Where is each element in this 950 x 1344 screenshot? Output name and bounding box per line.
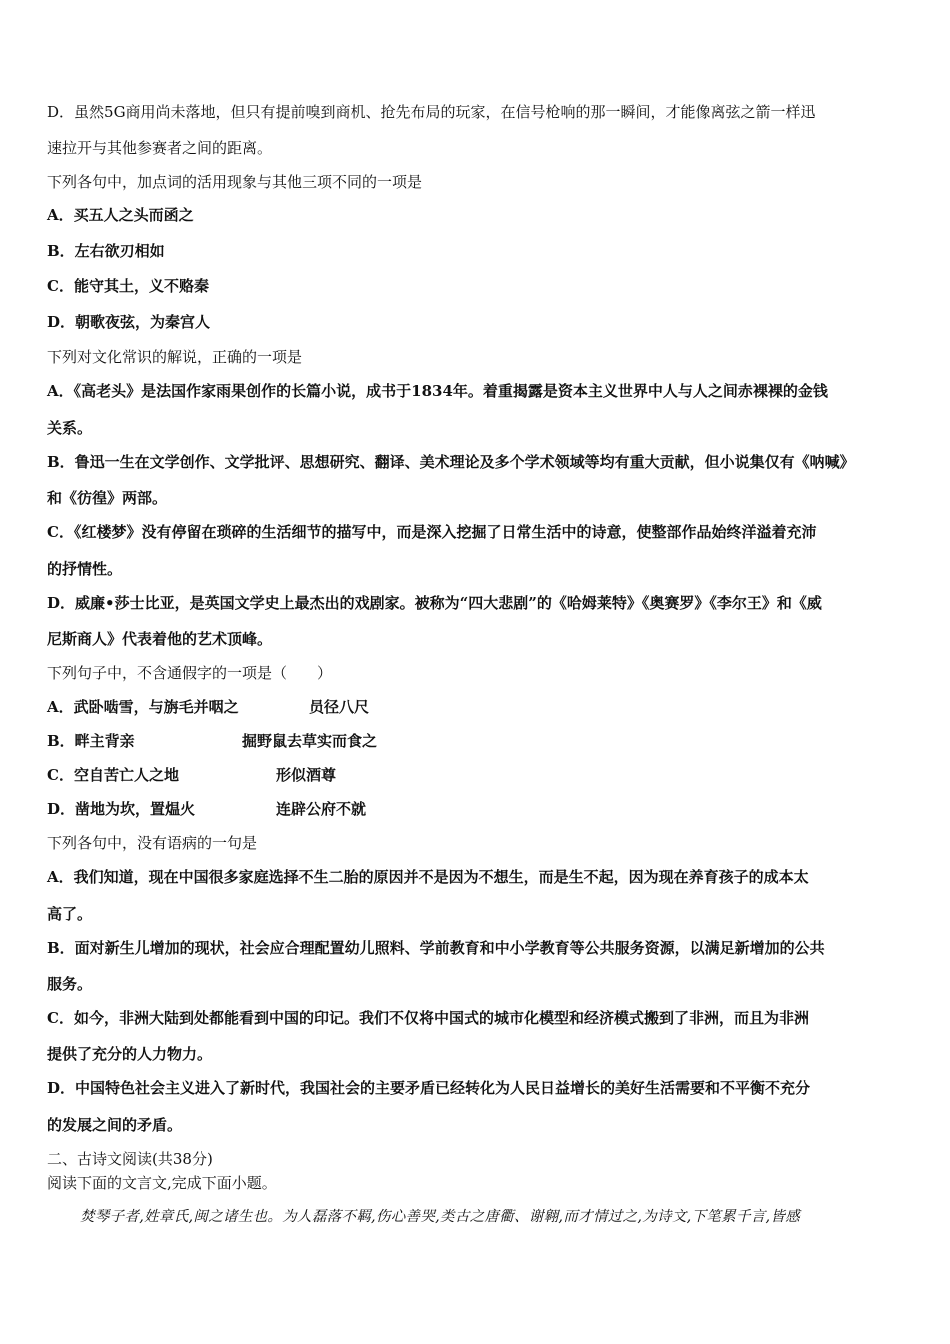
question-stem: 下列对文化常识的解说，正确的一项是 — [47, 348, 303, 366]
option-d-cont: 的发展之间的矛盾。 — [47, 1116, 183, 1134]
option-a-row — [47, 696, 369, 718]
option-c-row — [47, 764, 336, 786]
option-a-cont: 关系。 — [47, 419, 93, 437]
instruction: 阅读下面的文言文,完成下面小题。 — [47, 1174, 277, 1192]
option-d: D．朝歌夜弦，为秦宫人 — [47, 313, 211, 331]
option-b: B．鲁迅一生在文学创作、文学批评、思想研究、翻译、美术理论及多个学术领域等均有重大贡献，但小说集仅有《呐喊》 — [47, 453, 855, 471]
option-d-right: 连辟公府不就 — [276, 800, 367, 818]
option-a: A．《高老头》是法国作家雨果创作的长篇小说，成书于1834年。着重揭露是资本主义世界中人与人之间赤裸裸的金钱 — [47, 382, 828, 400]
text-line: D．虽然5G商用尚未落地，但只有提前嗅到商机、抢先布局的玩家，在信号枪响的那一瞬间，才能像离弦之箭一样迅 — [47, 103, 816, 121]
question-stem: 下列各句中，加点词的活用现象与其他三项不同的一项是 — [47, 173, 423, 191]
option-b-right: 掘野鼠去草实而食之 — [242, 732, 378, 750]
option-c: C．《红楼梦》没有停留在琐碎的生活细节的描写中，而是深入挖掘了日常生活中的诗意，使整部作品始终洋溢着充沛 — [47, 523, 817, 541]
option-a-left: A．武卧啮雪，与旃毛并咽之 — [47, 698, 239, 716]
option-b-cont: 和《彷徨》两部。 — [47, 489, 168, 507]
option-a-right: 员径八尺 — [309, 698, 370, 716]
question-stem: 下列句子中，不含通假字的一项是（ ） — [47, 664, 333, 682]
option-d: D．中国特色社会主义进入了新时代，我国社会的主要矛盾已经转化为人民日益增长的美好生活需要和不平衡不充分 — [47, 1079, 811, 1097]
option-b-row — [47, 730, 377, 752]
option-a: A．买五人之头而函之 — [47, 206, 194, 224]
option-b-cont: 服务。 — [47, 975, 93, 993]
option-d-cont: 尼斯商人》代表着他的艺术顶峰。 — [47, 630, 273, 648]
option-d-row — [47, 798, 366, 820]
option-d-left: D．凿地为坎，置煴火 — [47, 800, 196, 818]
option-c-right: 形似酒尊 — [276, 766, 337, 784]
option-c: C．能守其土，义不赂秦 — [47, 277, 209, 295]
text-line: 速拉开与其他参赛者之间的距离。 — [47, 139, 273, 157]
option-c-left: C．空自苦亡人之地 — [47, 766, 179, 784]
question-stem: 下列各句中，没有语病的一句是 — [47, 834, 258, 852]
passage-text: 焚琴子者,姓章氏,闽之诸生也。为人磊落不羁,伤心善哭,类古之唐衢、谢翱,而才情过之,为诗文,下笔累千言,皆感 — [80, 1209, 801, 1225]
option-b: B．面对新生儿增加的现状，社会应合理配置幼儿照料、学前教育和中小学教育等公共服务资源，以满足新增加的公共 — [47, 939, 825, 957]
section-title: 二、古诗文阅读(共38分) — [47, 1150, 213, 1168]
option-b-left: B．畔主背亲 — [47, 732, 135, 750]
option-c-cont: 提供了充分的人力物力。 — [47, 1045, 213, 1063]
option-a: A．我们知道，现在中国很多家庭选择不生二胎的原因并不是因为不想生，而是生不起，因为现在养育孩子的成本太 — [47, 868, 809, 886]
option-c: C．如今，非洲大陆到处都能看到中国的印记。我们不仅将中国式的城市化模型和经济模式搬到了非洲，而且为非洲 — [47, 1009, 809, 1027]
option-b: B．左右欲刃相如 — [47, 242, 165, 260]
option-a-cont: 高了。 — [47, 905, 93, 923]
option-c-cont: 的抒情性。 — [47, 560, 123, 578]
option-d: D．威廉•莎士比亚，是英国文学史上最杰出的戏剧家。被称为“四大悲剧”的《哈姆莱特》《奥赛罗》《李尔王》和《威 — [47, 594, 822, 612]
